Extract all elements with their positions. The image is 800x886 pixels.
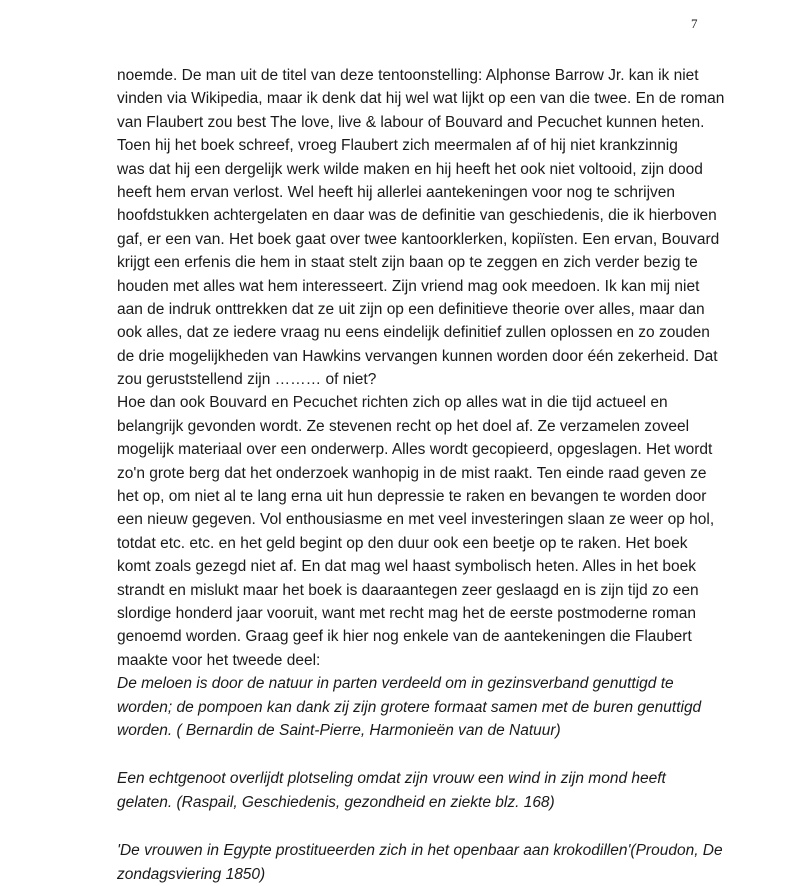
text-line: totdat etc. etc. en het geld begint op den duur ook een beetje op te raken. Het boek [117, 534, 688, 552]
text-line: houden met alles wat hem interesseert. Zijn vriend mag ook meedoen. Ik kan mij niet [117, 277, 700, 295]
text-line: Toen hij het boek schreef, vroeg Flaubert zich meermalen af of hij niet krankzinnig [117, 137, 678, 155]
text-line: het op, om niet al te lang erna uit hun depressie te raken en bevangen te worden door [117, 488, 707, 506]
text-line: zou geruststellend zijn ……… of niet? [117, 371, 377, 389]
quote-line: zondagsviering 1850) [117, 865, 266, 883]
text-line: strandt en mislukt maar het boek is daaraantegen zeer geslaagd en is zijn tijd zo een [117, 581, 699, 599]
quote-line: gelaten. (Raspail, Geschiedenis, gezondheid en ziekte blz. 168) [117, 793, 555, 811]
text-line: de drie mogelijkheden van Hawkins vervangen kunnen worden door één zekerheid. Dat [117, 347, 718, 365]
text-line: krijgt een erfenis die hem in staat stelt zijn baan op te zeggen en zich verder bezig te [117, 254, 698, 272]
text-line: Hoe dan ook Bouvard en Pecuchet richten zich op alles wat in die tijd actueel en [117, 394, 668, 412]
text-line: een nieuw gegeven. Vol enthousiasme en met veel investeringen slaan ze weer op hol, [117, 511, 715, 529]
quote-line: De meloen is door de natuur in parten verdeeld om in gezinsverband genuttigd te [117, 675, 674, 693]
text-line: ook alles, dat ze iedere vraag nu eens eindelijk definitief zullen oplossen en zo zouden [117, 324, 710, 342]
quote-line: Een echtgenoot overlijdt plotseling omdat zijn vrouw een wind in zijn mond heeft [117, 770, 666, 788]
text-line: komt zoals gezegd niet af. En dat mag wel haast symbolisch heten. Alles in het boek [117, 558, 696, 576]
quote-meloen [117, 672, 717, 742]
text-line: mogelijk materiaal over een onderwerp. Alles wordt gecopieerd, opgeslagen. Het wordt [117, 441, 713, 459]
quote-vrouwen [117, 839, 723, 886]
text-line: was dat hij een dergelijk werk wilde maken en hij heeft het ook niet voltooid, zijn dood [117, 160, 703, 178]
text-line: genoemd worden. Graag geef ik hier nog enkele van de aantekeningen die Flaubert [117, 628, 692, 646]
text-line: heeft hem ervan verlost. Wel heeft hij allerlei aantekeningen voor nog te schrijven [117, 183, 676, 201]
text-line: zo'n grote berg dat het onderzoek wanhopig in de mist raakt. Ten einde raad geven ze [117, 464, 707, 482]
text-line: van Flaubert zou best The love, live & labour of Bouvard and Pecuchet kunnen heten. [117, 113, 705, 131]
text-line: aan de indruk onttrekken dat ze uit zijn op een definitieve theorie over alles, maar dan [117, 300, 705, 318]
text-line: gaf, er een van. Het boek gaat over twee kantoorklerken, kopiïsten. Een ervan, Bouvard [117, 230, 720, 248]
text-line: vinden via Wikipedia, maar ik denk dat hij wel wat lijkt op een van die twee. En de roman [117, 90, 725, 108]
text-line: slordige honderd jaar vooruit, want met recht mag het de eerste postmoderne roman [117, 604, 696, 622]
page-number: 7 [691, 16, 698, 31]
quote-line: worden. ( Bernardin de Saint-Pierre, Harmonieën van de Natuur) [117, 721, 561, 739]
page-body [117, 64, 725, 886]
text-line: belangrijk gevonden wordt. Ze stevenen recht op het doel af. Ze verzamelen zoveel [117, 417, 690, 435]
quote-echtgenoot [117, 767, 717, 814]
text-line: noemde. De man uit de titel van deze tentoonstelling: Alphonse Barrow Jr. kan ik niet [117, 67, 699, 84]
quote-line: 'De vrouwen in Egypte prostitueerden zich in het openbaar aan krokodillen'(Proudon, De [117, 842, 723, 860]
text-line: hoofdstukken achtergelaten en daar was de definitie van geschiedenis, die ik hierboven [117, 207, 717, 225]
text-line: maakte voor het tweede deel: [117, 651, 321, 669]
body-paragraph [117, 64, 725, 672]
quote-line: worden; de pompoen kan dank zij zijn grotere formaat samen met de buren genuttigd [117, 698, 702, 716]
